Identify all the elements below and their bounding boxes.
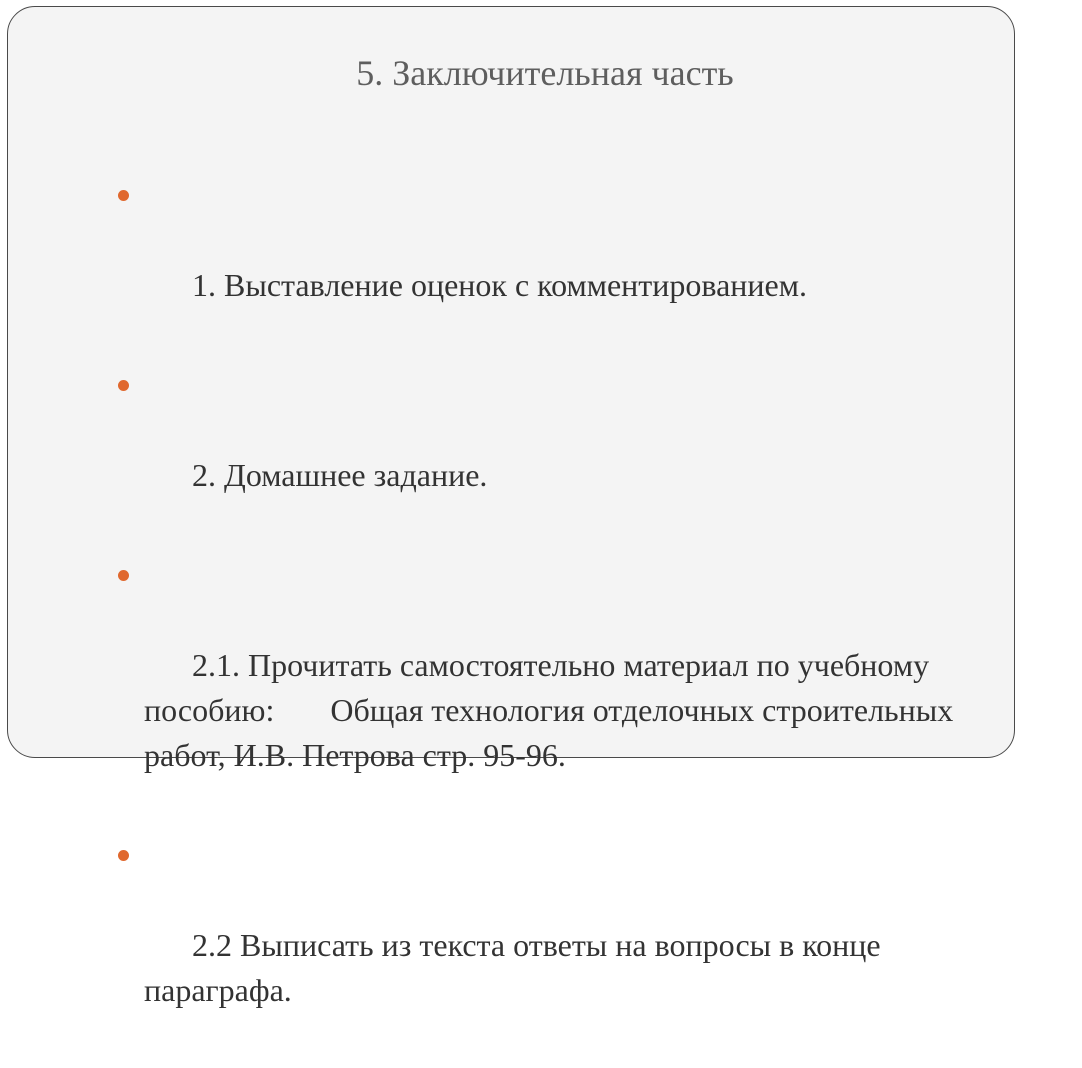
bullet-dot-icon bbox=[118, 190, 129, 201]
bullet-item bbox=[118, 833, 978, 1058]
bullet-text: 2.1. Прочитать самостоятельно материал по учебному пособию: Общая технология отделочных строительных работ, И.В. Петрова стр. 95-96. bbox=[144, 647, 962, 773]
bullet-item bbox=[118, 363, 978, 543]
bullet-dot-icon bbox=[118, 380, 129, 391]
bullet-text: 2. Домашнее задание. bbox=[192, 457, 488, 493]
slide-title: 5. Заключительная часть bbox=[356, 53, 734, 93]
bullet-text: 2.2 Выписать из текста ответы на вопросы в конце параграфа. bbox=[144, 927, 889, 1008]
bullet-dot-icon bbox=[118, 570, 129, 581]
bullet-text: 1. Выставление оценок с комментированием. bbox=[192, 267, 807, 303]
bullet-list bbox=[118, 173, 978, 1068]
slide bbox=[7, 6, 1015, 1008]
bullet-item bbox=[118, 173, 978, 353]
bullet-dot-icon bbox=[118, 850, 129, 861]
bullet-item bbox=[118, 553, 978, 823]
